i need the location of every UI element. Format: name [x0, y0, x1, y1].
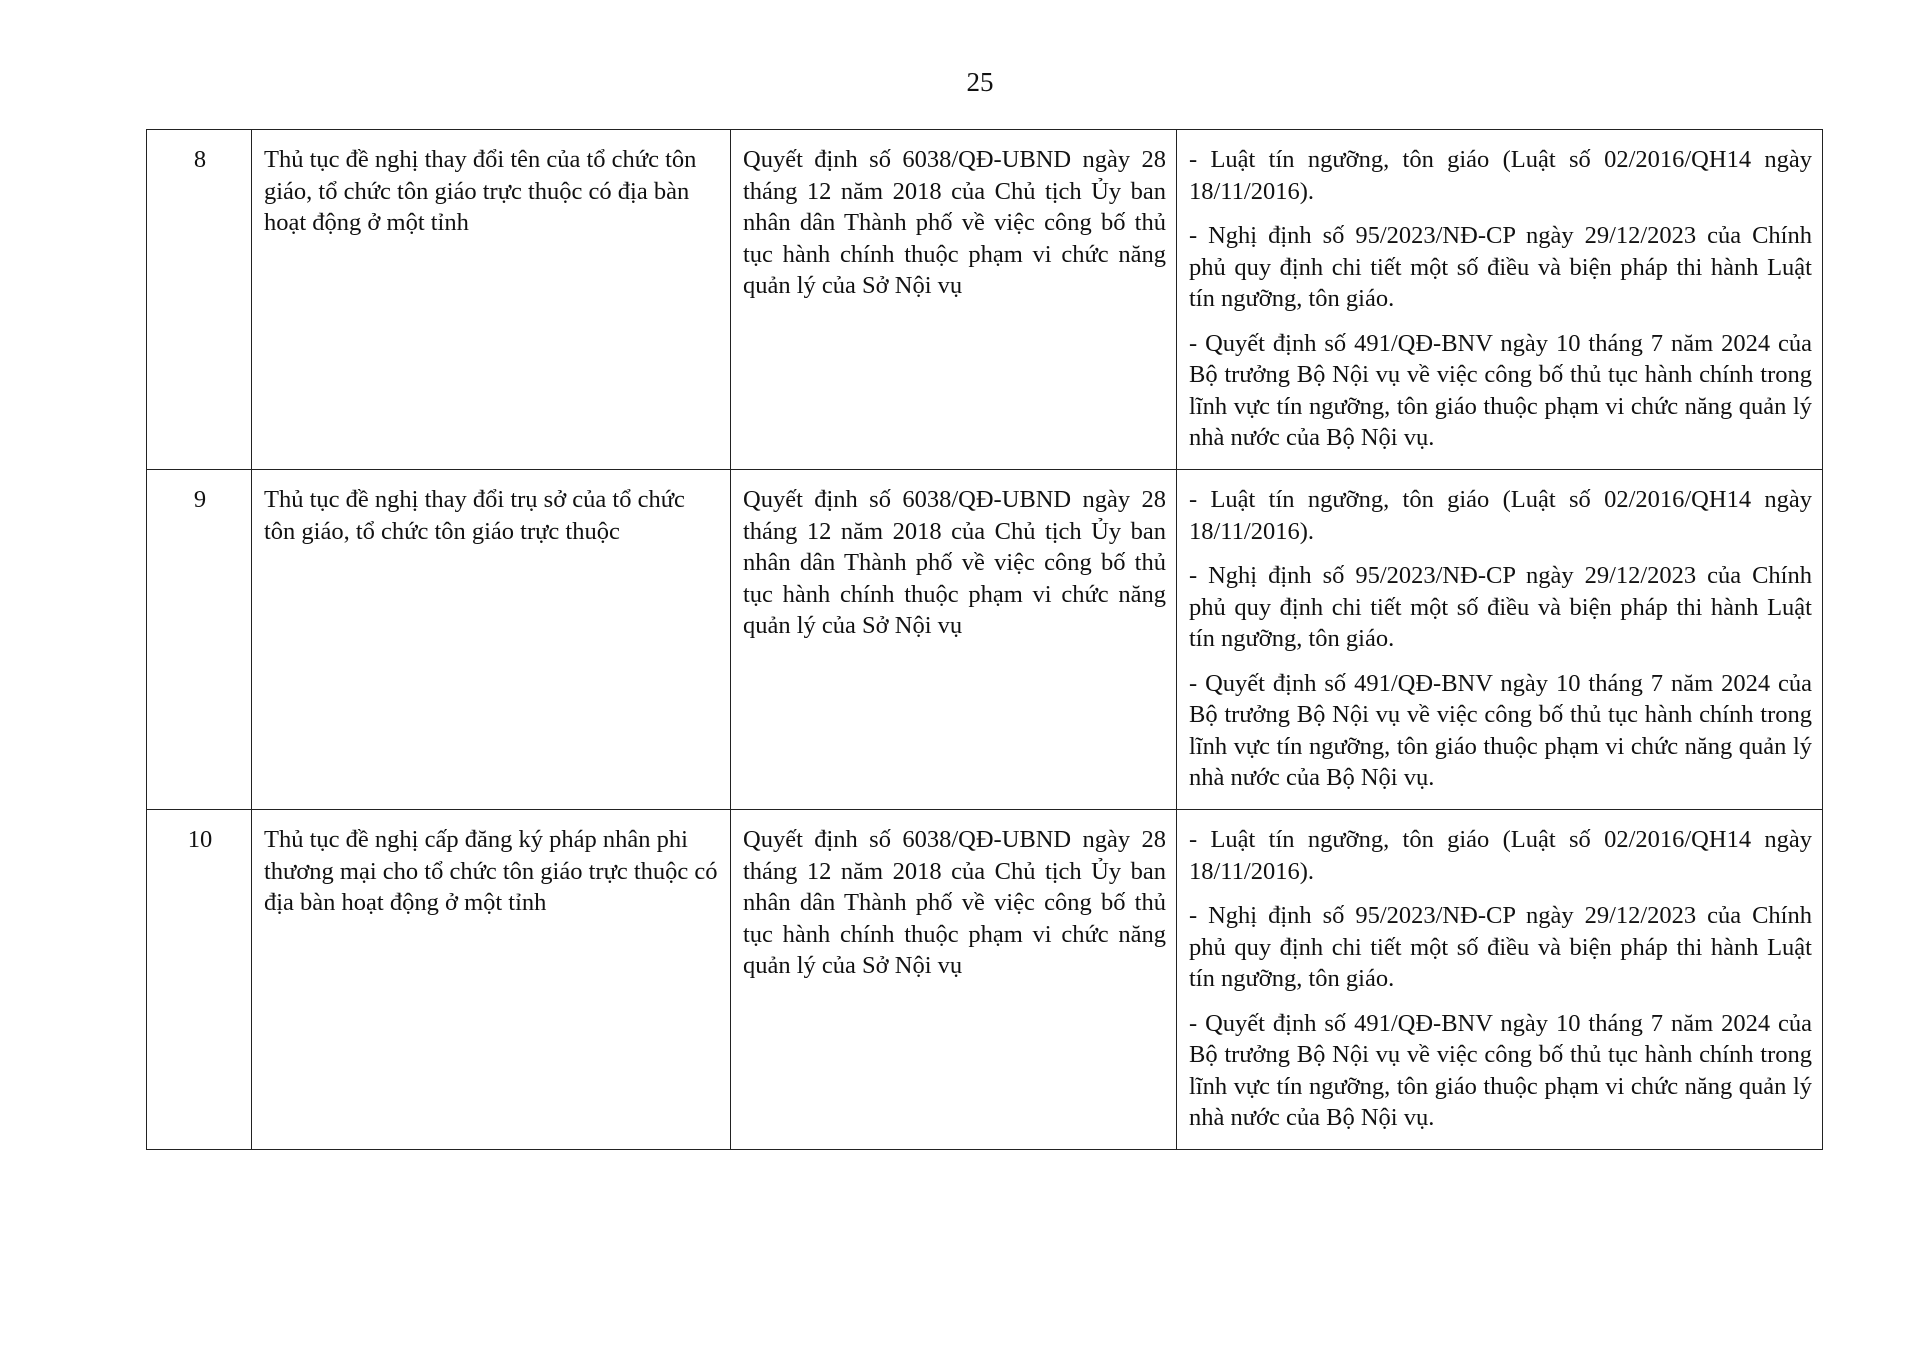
row-number: 10	[147, 810, 252, 1150]
table-row	[147, 470, 1823, 810]
decision-reference: Quyết định số 6038/QĐ-UBND ngày 28 tháng 12 năm 2018 của Chủ tịch Ủy ban nhân dân Thành phố về việc công bố thủ tục hành chính thuộc phạm vi chức năng quản lý của Sở Nội vụ	[731, 470, 1177, 810]
table-row	[147, 810, 1823, 1150]
legal-basis-cell	[1177, 470, 1823, 810]
procedure-name: Thủ tục đề nghị cấp đăng ký pháp nhân phi thương mại cho tổ chức tôn giáo trực thuộc có địa bàn hoạt động ở một tỉnh	[252, 810, 731, 1150]
legal-basis-item: - Quyết định số 491/QĐ-BNV ngày 10 tháng 7 năm 2024 của Bộ trưởng Bộ Nội vụ về việc công bố thủ tục hành chính trong lĩnh vực tín ngưỡng, tôn giáo thuộc phạm vi chức năng quản lý nhà nước của Bộ Nội vụ.	[1189, 329, 1812, 451]
decision-reference: Quyết định số 6038/QĐ-UBND ngày 28 tháng 12 năm 2018 của Chủ tịch Ủy ban nhân dân Thành phố về việc công bố thủ tục hành chính thuộc phạm vi chức năng quản lý của Sở Nội vụ	[731, 130, 1177, 470]
table-row	[147, 130, 1823, 470]
legal-basis-item: - Luật tín ngưỡng, tôn giáo (Luật số 02/2016/QH14 ngày 18/11/2016).	[1189, 826, 1812, 885]
procedure-name: Thủ tục đề nghị thay đổi tên của tổ chức tôn giáo, tổ chức tôn giáo trực thuộc có địa bàn hoạt động ở một tỉnh	[252, 130, 731, 470]
row-number: 9	[147, 470, 252, 810]
row-number: 8	[147, 130, 252, 470]
legal-basis-item: - Quyết định số 491/QĐ-BNV ngày 10 tháng 7 năm 2024 của Bộ trưởng Bộ Nội vụ về việc công bố thủ tục hành chính trong lĩnh vực tín ngưỡng, tôn giáo thuộc phạm vi chức năng quản lý nhà nước của Bộ Nội vụ.	[1189, 1009, 1812, 1131]
legal-basis-cell	[1177, 130, 1823, 470]
legal-basis-cell	[1177, 810, 1823, 1150]
legal-basis-item: - Nghị định số 95/2023/NĐ-CP ngày 29/12/2023 của Chính phủ quy định chi tiết một số điều và biện pháp thi hành Luật tín ngưỡng, tôn giáo.	[1189, 222, 1812, 312]
legal-basis-item: - Luật tín ngưỡng, tôn giáo (Luật số 02/2016/QH14 ngày 18/11/2016).	[1189, 486, 1812, 545]
legal-basis-item: - Nghị định số 95/2023/NĐ-CP ngày 29/12/2023 của Chính phủ quy định chi tiết một số điều và biện pháp thi hành Luật tín ngưỡng, tôn giáo.	[1189, 562, 1812, 652]
procedure-name: Thủ tục đề nghị thay đổi trụ sở của tổ chức tôn giáo, tổ chức tôn giáo trực thuộc	[252, 470, 731, 810]
legal-basis-item: - Luật tín ngưỡng, tôn giáo (Luật số 02/2016/QH14 ngày 18/11/2016).	[1189, 146, 1812, 205]
legal-basis-item: - Nghị định số 95/2023/NĐ-CP ngày 29/12/2023 của Chính phủ quy định chi tiết một số điều và biện pháp thi hành Luật tín ngưỡng, tôn giáo.	[1189, 902, 1812, 992]
legal-basis-item: - Quyết định số 491/QĐ-BNV ngày 10 tháng 7 năm 2024 của Bộ trưởng Bộ Nội vụ về việc công bố thủ tục hành chính trong lĩnh vực tín ngưỡng, tôn giáo thuộc phạm vi chức năng quản lý nhà nước của Bộ Nội vụ.	[1189, 669, 1812, 791]
page-number: 25	[966, 67, 994, 97]
decision-reference: Quyết định số 6038/QĐ-UBND ngày 28 tháng 12 năm 2018 của Chủ tịch Ủy ban nhân dân Thành phố về việc công bố thủ tục hành chính thuộc phạm vi chức năng quản lý của Sở Nội vụ	[731, 810, 1177, 1150]
procedures-table	[146, 129, 1823, 1150]
